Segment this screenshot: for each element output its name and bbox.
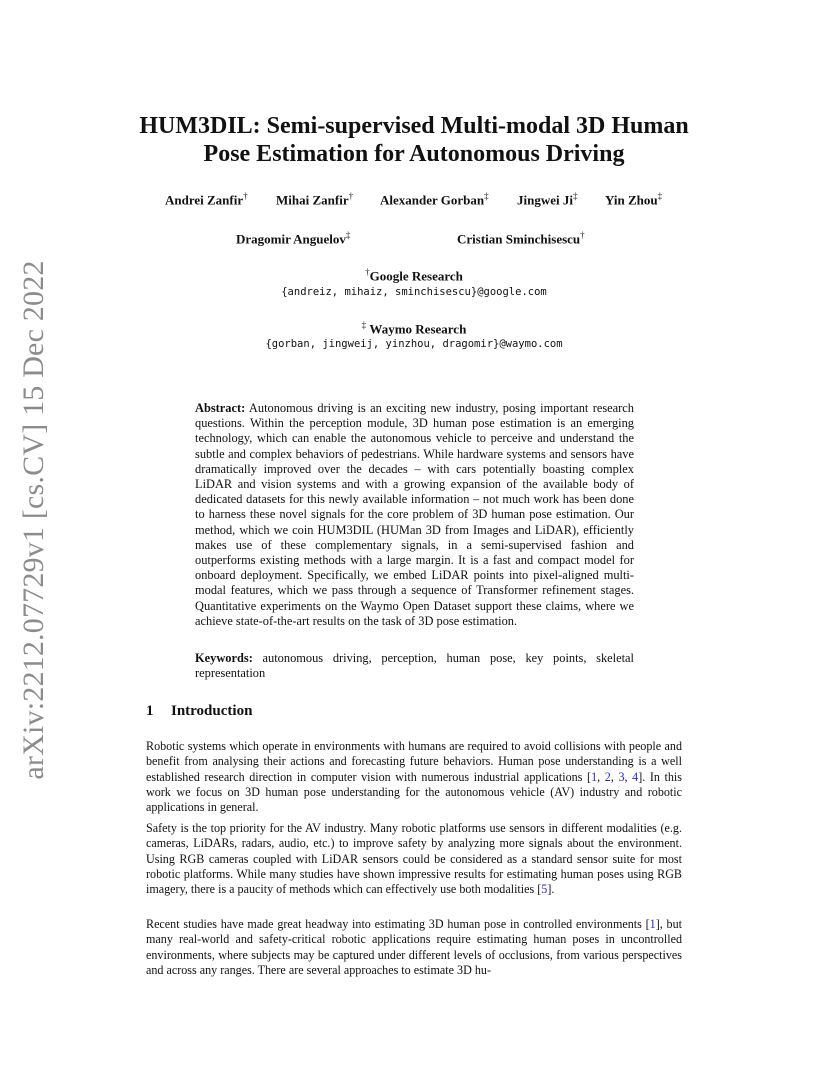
- section-title: Introduction: [171, 703, 253, 719]
- body-paragraph: Robotic systems which operate in environments with humans are required to avoid collisions with people and benefit from analysing their actions and forecasting future behaviors. Human pose understanding is a well established research direction in computer vision with numerous industrial applications [1, 2, 3, 4]. In this work we focus on 3D human pose understanding for the autonomous vehicle (AV) industry and robotic applications in general.: [146, 739, 683, 815]
- email-waymo: {gorban, jingweij, yinzhou, dragomir}@waymo.com: [265, 338, 563, 350]
- keywords: [195, 651, 634, 681]
- abstract-text: Autonomous driving is an exciting new industry, posing important research questions. Within the perception module, 3D human pose estimation is an emerging technology, which can enable the autonomous vehicle to perceive and understand the subtle and complex behaviors of pedestrians. While hardware systems and sensors have dramatically improved over the decades – with cars potentially boasting complex LiDAR and vision systems and with a growing expansion of the available body of dedicated datasets for this newly available information – not much work has been done to harness these novel signals for the core problem of 3D human pose estimation. Our method, which we coin HUM3DIL (HUMan 3D from Images and LiDAR), efficiently makes use of these complementary signals, in a semi-supervised fashion and outperforms existing methods with a large margin. It is a fast and compact model for onboard deployment. Specifically, we embed LiDAR points into pixel-aligned multi-modal features, which we pass through a sequence of Transformer refinement stages. Quantitative experiments on the Waymo Open Dataset support these claims, where we achieve state-of-the-art results on the task of 3D pose estimation.: [195, 401, 634, 628]
- email-google: {andreiz, mihaiz, sminchisescu}@google.com: [281, 286, 547, 298]
- citation-link[interactable]: 4: [632, 769, 639, 784]
- author: Jingwei Ji‡: [517, 191, 578, 208]
- body-paragraph: Safety is the top priority for the AV industry. Many robotic platforms use sensors in different modalities (e.g. cameras, LiDARs, radars, audio, etc.) to improve safety by analyzing more signals about the environment. Using RGB cameras coupled with LiDAR sensors could be considered as a standard sensor suite for most robotic platforms. While many studies have shown impressive results for estimating human poses using RGB imagery, there is a paucity of methods which can effectively use both modalities [5].: [146, 821, 682, 897]
- author: Andrei Zanfir†: [165, 191, 248, 208]
- citation-link[interactable]: 5: [541, 882, 548, 897]
- body-paragraph: Recent studies have made great headway into estimating 3D human pose in controlled environments [1], but many real-world and safety-critical robotic applications require estimating human poses in uncontrolled environments, where subjects may be captured under different levels of occlusions, from various perspectives and across any ranges. There are several approaches to estimate 3D hu-: [146, 917, 682, 977]
- author: Dragomir Anguelov‡: [236, 230, 351, 247]
- author: Cristian Sminchisescu†: [457, 230, 585, 247]
- citation-link[interactable]: 1: [649, 917, 656, 931]
- author: Alexander Gorban‡: [380, 191, 489, 208]
- paper-title: [130, 112, 698, 168]
- keywords-text: autonomous driving, perception, human pose, key points, skeletal representation: [195, 651, 634, 681]
- abstract-label: Abstract:: [195, 401, 246, 415]
- title-line-1: HUM3DIL: Semi-supervised Multi-modal 3D Human: [139, 113, 689, 139]
- title-line-2: Pose Estimation for Autonomous Driving: [203, 141, 625, 167]
- author: Yin Zhou‡: [605, 191, 663, 208]
- keywords-label: Keywords:: [195, 651, 253, 665]
- section-number: 1: [146, 703, 154, 719]
- citation-link[interactable]: 2: [604, 769, 611, 784]
- author: Mihai Zanfir†: [276, 191, 354, 208]
- citation-link[interactable]: 3: [618, 769, 625, 784]
- abstract: [195, 401, 634, 629]
- arxiv-identifier: arXiv:2212.07729v1 [cs.CV] 15 Dec 2022: [17, 260, 50, 780]
- citation-link[interactable]: 1: [591, 769, 598, 784]
- affiliation-waymo: ‡ Waymo Research: [361, 320, 467, 337]
- section-heading: [146, 703, 252, 720]
- affiliation-google: †Google Research: [365, 267, 463, 284]
